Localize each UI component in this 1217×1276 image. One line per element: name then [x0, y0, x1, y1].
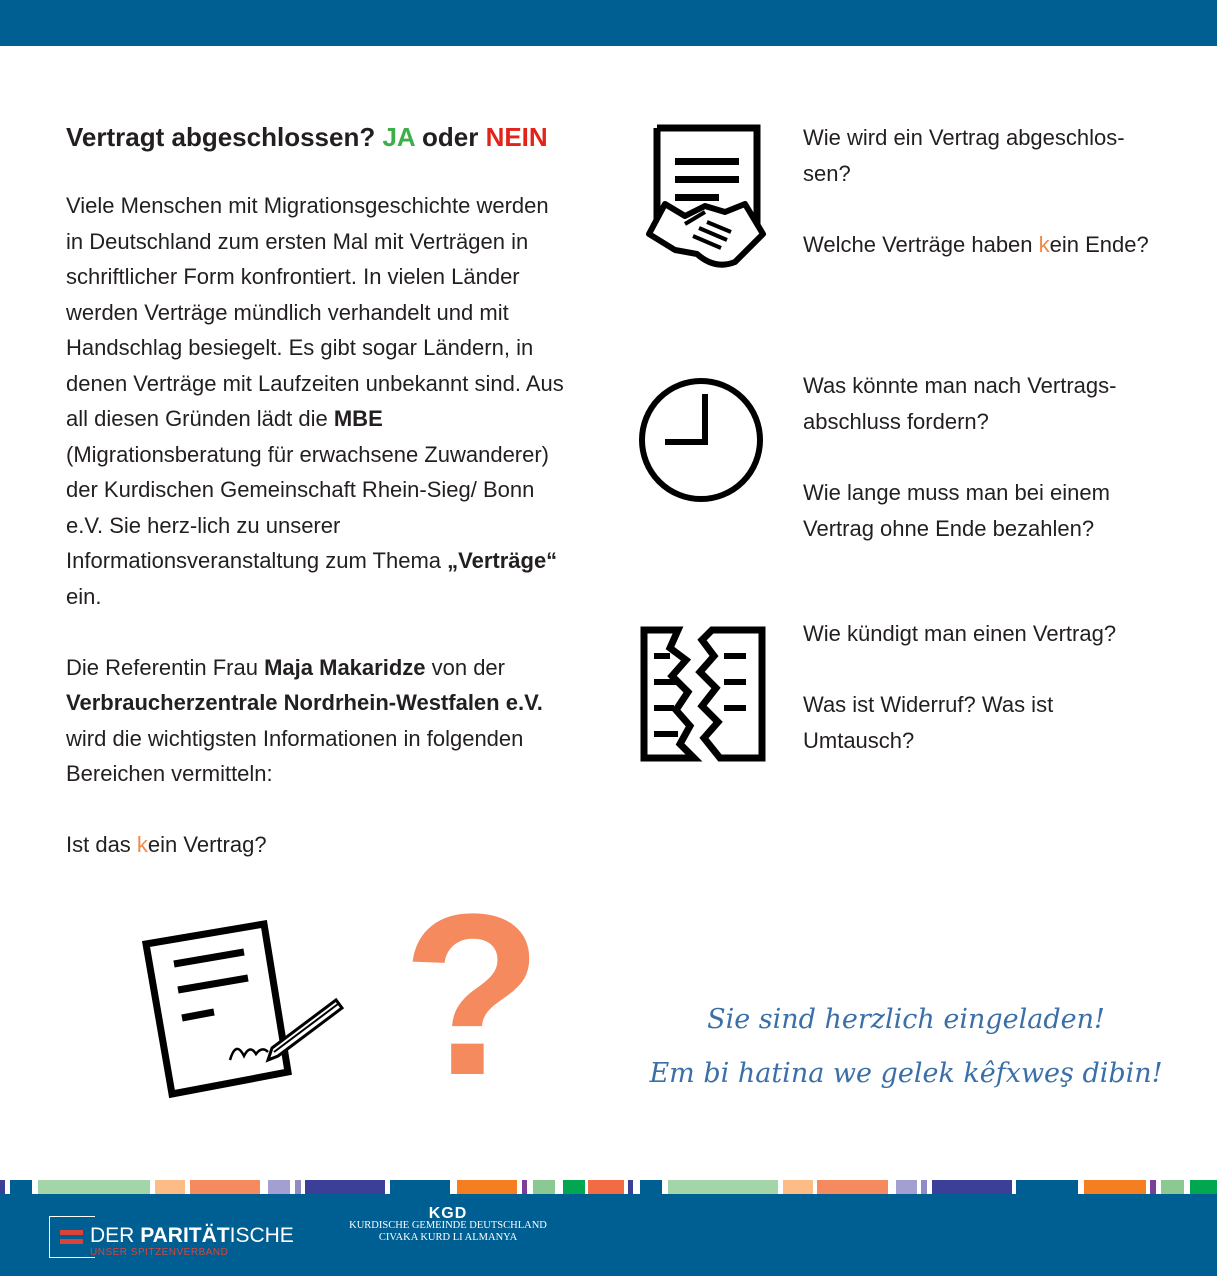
question-paragraph	[66, 827, 566, 863]
torn-contract-icon	[640, 626, 766, 762]
t: ein.	[66, 583, 102, 609]
paritaet-subtitle: UNSER SPITZENVERBAND	[90, 1247, 229, 1258]
title-ja: JA	[382, 122, 415, 152]
question-2	[803, 227, 1163, 263]
clock-icon	[637, 376, 765, 504]
t: ISCHE	[229, 1224, 294, 1247]
kgd-mark: KGD	[428, 1205, 468, 1222]
footer	[0, 1194, 1217, 1276]
invitation-kurdish: Em bi hatina we gelek kêfxweş dibin!	[649, 1058, 1163, 1089]
t: Welche Verträge haben	[803, 232, 1039, 257]
t: Viele Menschen mit Migrationsgeschichte werden in Deutschland zum ersten Mal mit Verträgen in schriftlicher Form konfrontiert. In vielen Länder werden Verträge mündlich verhandelt und mit Handschlag besiegelt. Es gibt sogar Ländern, in denen Verträge mit Laufzeiten unbekannt sind. Aus all diesen Gründen lädt die	[66, 193, 564, 431]
speaker-paragraph	[66, 650, 566, 792]
t: DER	[90, 1224, 141, 1247]
intro-text	[66, 188, 566, 863]
kgd-line1: KURDISCHE GEMEINDE DEUTSCHLAND	[349, 1220, 547, 1231]
mbe: MBE	[333, 406, 383, 431]
invitation-german: Sie sind herzlich eingeladen!	[707, 1004, 1105, 1035]
t: Ist das	[66, 832, 137, 857]
contract-handshake-icon	[645, 124, 767, 268]
t: k	[136, 832, 148, 857]
t: wird die wichtigsten Informationen in folgenden Bereichen vermitteln:	[66, 725, 524, 786]
organization: Verbraucherzentrale Nordrhein-Westfalen e.V.	[66, 690, 543, 715]
thema: „Verträge“	[447, 548, 558, 573]
page-title	[66, 122, 548, 153]
t: ein Vertrag?	[147, 832, 267, 857]
title-text: Vertragt abgeschlossen?	[66, 122, 376, 152]
signing-contract-icon	[140, 920, 350, 1102]
top-bar	[0, 0, 1217, 46]
t: (Migrationsberatung für erwachsene Zuwanderer) der Kurdischen Gemeinschaft Rhein-Sieg/ Bonn e.V. Sie herz-lich zu unserer Informationsveranstaltung zum Thema	[66, 441, 550, 573]
title-oder: oder	[421, 122, 479, 152]
question-mark: ?	[402, 866, 543, 1123]
t: ein Ende?	[1049, 232, 1149, 257]
intro-paragraph	[66, 188, 566, 614]
t: k	[1038, 232, 1050, 257]
speaker-name: Maja Makaridze	[264, 654, 426, 680]
t: von der	[425, 654, 505, 680]
title-nein: NEIN	[485, 122, 548, 152]
question-5: Wie kündigt man einen Vertrag?	[803, 621, 1117, 646]
kgd-logo	[340, 1205, 556, 1244]
question-3: Was könnte man nach Vertrags-abschluss fordern?	[803, 373, 1117, 434]
t: PARITÄT	[140, 1224, 230, 1247]
question-6: Was ist Widerruf? Was ist Umtausch?	[803, 692, 1054, 753]
t: Die Referentin Frau	[66, 654, 265, 680]
kgd-line2: CIVAKA KURD LI ALMANYA	[378, 1232, 518, 1243]
question-4: Wie lange muss man bei einem Vertrag ohne Ende bezahlen?	[803, 480, 1110, 541]
question-1: Wie wird ein Vertrag abgeschlos-sen?	[803, 125, 1125, 186]
